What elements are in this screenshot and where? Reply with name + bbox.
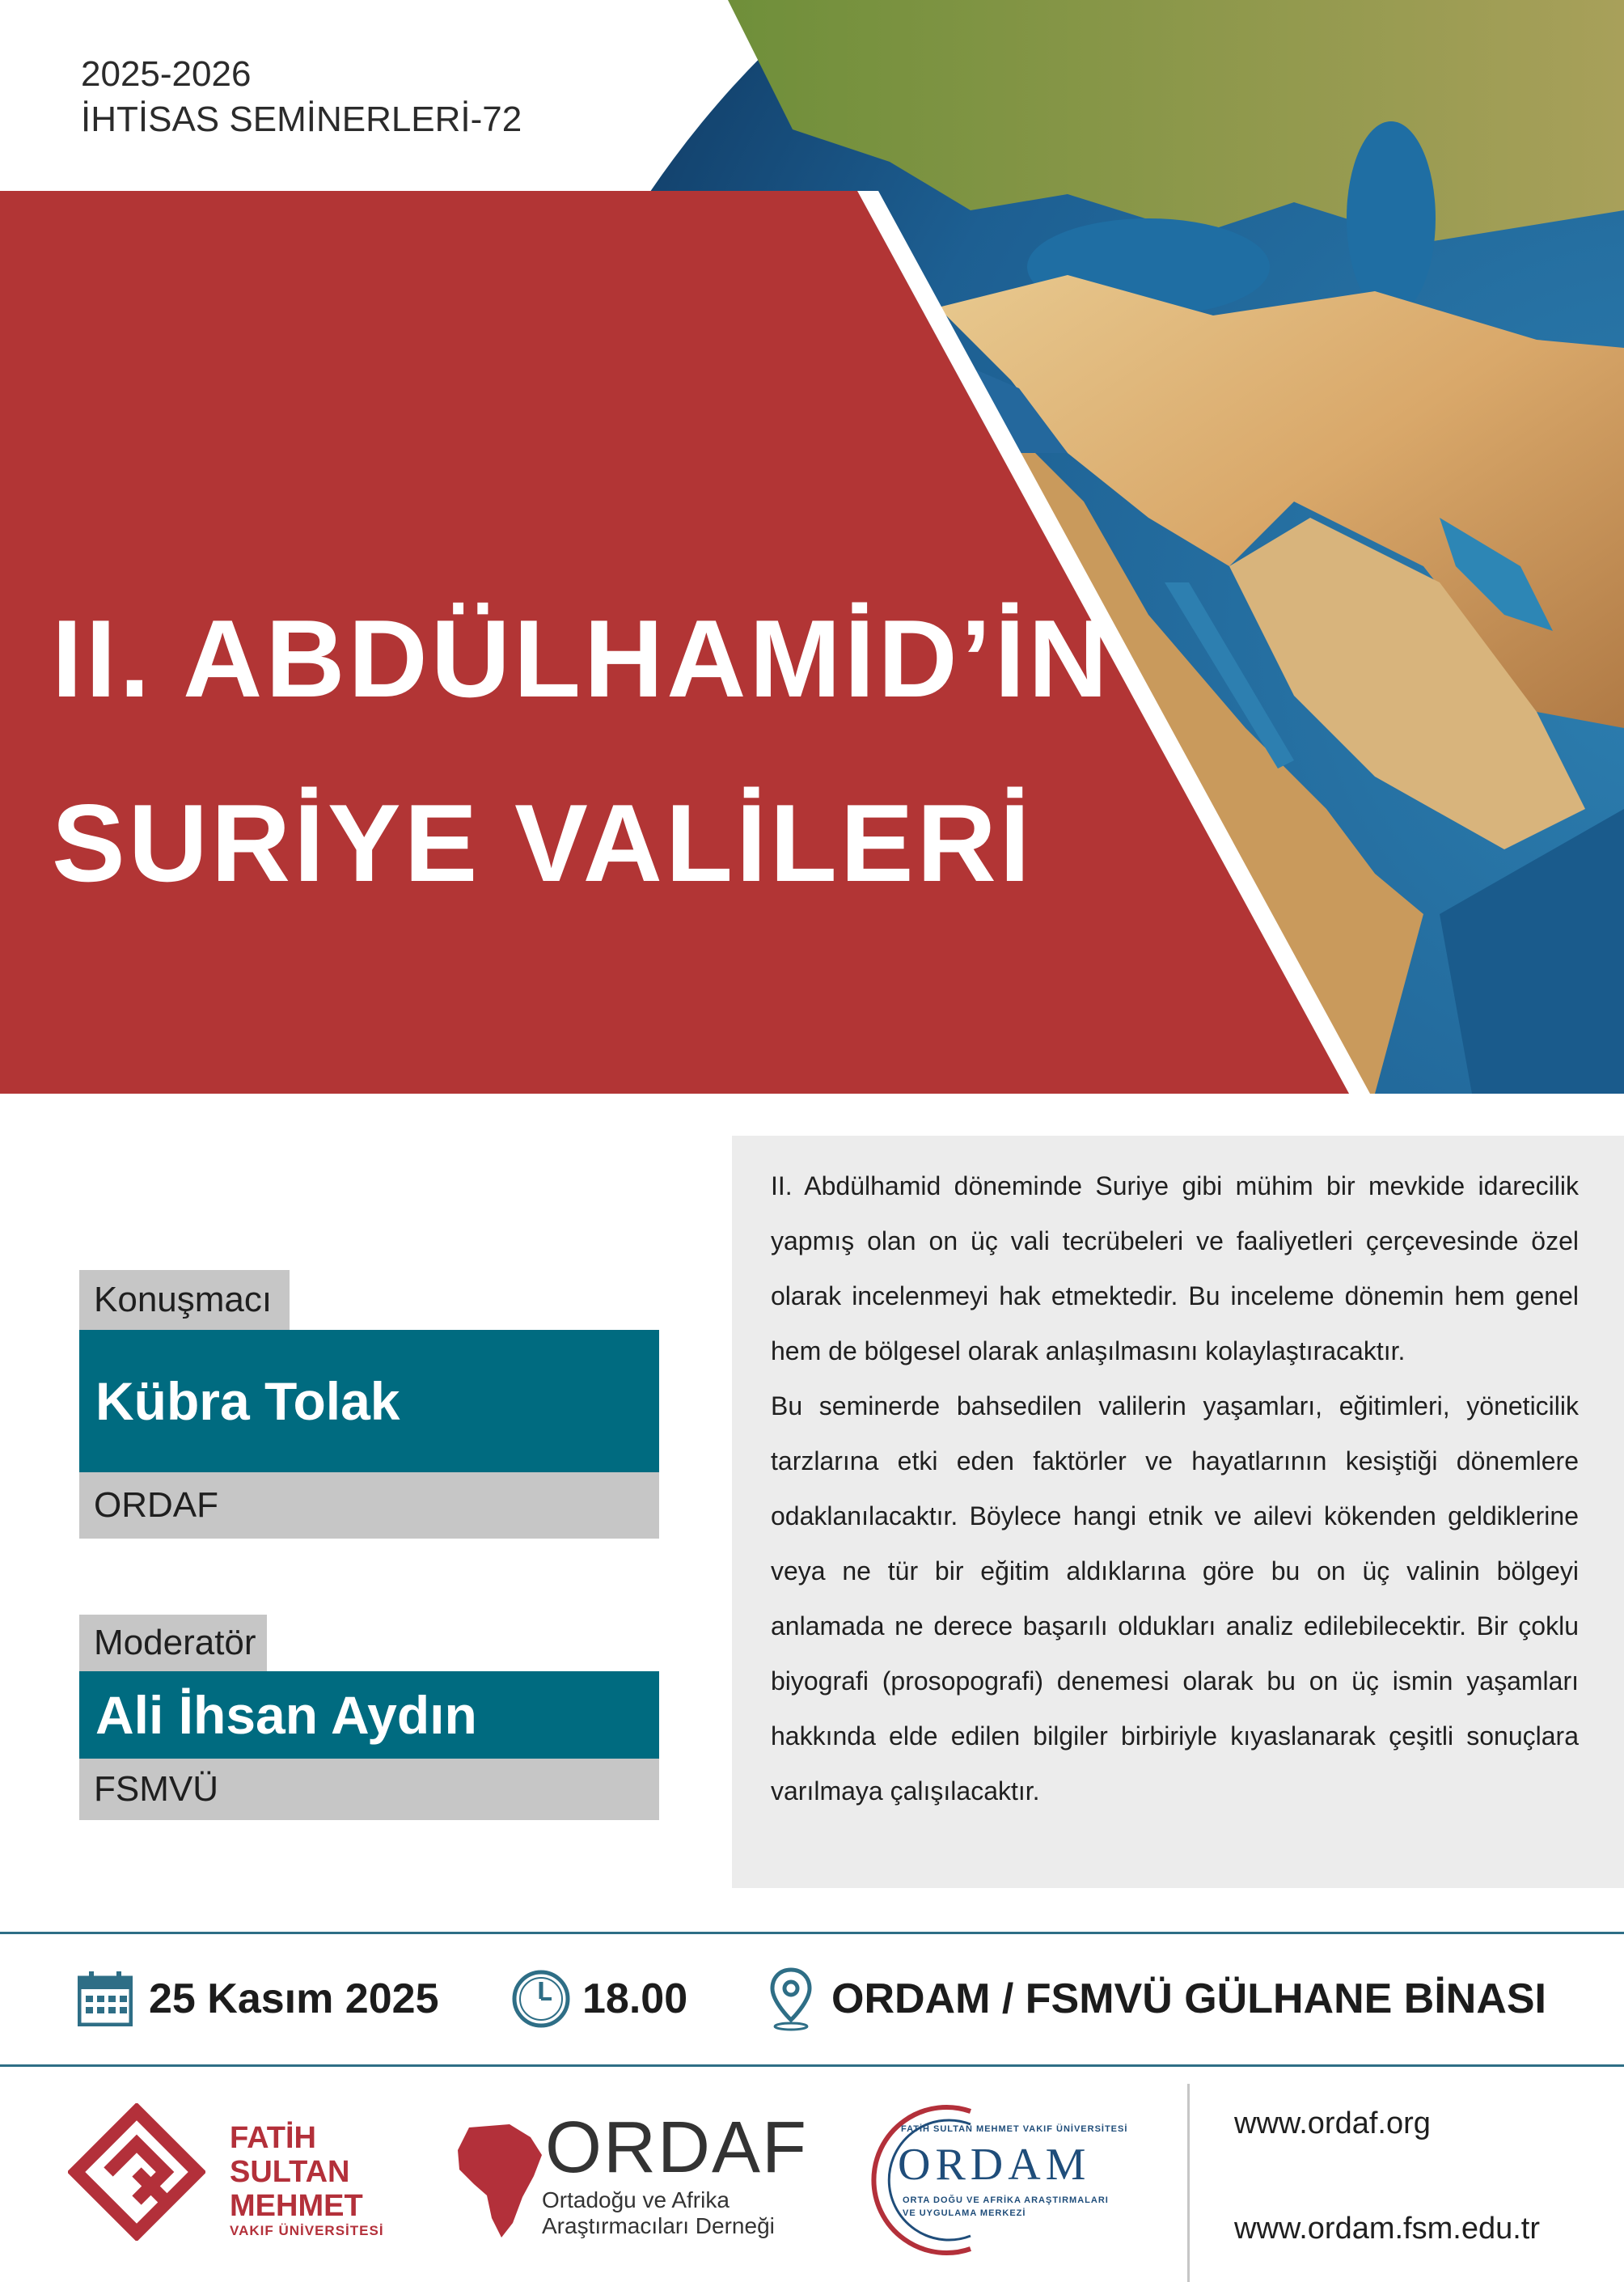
- fsm-line-4: VAKIF ÜNİVERSİTESİ: [230, 2223, 384, 2238]
- divider-top: [0, 1932, 1624, 1934]
- event-location-text: ORDAM / FSMVÜ GÜLHANE BİNASI: [831, 1975, 1546, 2022]
- africa-map-icon: [453, 2119, 550, 2241]
- event-date-text: 25 Kasım 2025: [149, 1975, 439, 2022]
- ordaf-logo: [453, 2103, 808, 2257]
- ordaf-website-link[interactable]: www.ordaf.org: [1234, 2106, 1431, 2140]
- abstract-paragraph-2: Bu seminerde bahsedilen valilerin yaşamları, eğitimleri, yöneticilik tarzlarına etki eden faktörler ve hayatlarının kesiştiği dönemlere odaklanılacaktır. Böylece hangi etnik ve ailevi kökenden geldiklerine veya ne tür bir eğitim aldıklarına göre bu on üç valinin bölgeyi anlamada ne derece başarılı oldukları analiz edilebilecektir. Bir çoklu biyografi (prosopografi) denemesi olarak bu on üç ismin yaşamları hakkında elde edilen bilgiler birbiriyle kıyaslanarak çeşitli sonuçlara varılmaya çalışılacaktır.: [771, 1391, 1579, 1806]
- divider-bottom: [0, 2064, 1624, 2067]
- calendar-icon: [78, 1971, 133, 2026]
- ordam-sub-2: VE UYGULAMA MERKEZİ: [903, 2208, 1026, 2218]
- academic-year: 2025-2026: [81, 54, 252, 94]
- speaker-name: Kübra Tolak: [79, 1330, 659, 1472]
- ordam-sub-1: ORTA DOĞU VE AFRİKA ARAŞTIRMALARI: [903, 2195, 1109, 2205]
- location-pin-icon: [768, 1967, 814, 2031]
- ordam-website-link[interactable]: www.ordam.fsm.edu.tr: [1234, 2212, 1540, 2246]
- ordam-logo: [849, 2103, 1128, 2257]
- moderator-role-tag: Moderatör: [79, 1615, 267, 1671]
- fsm-line-2: SULTAN: [230, 2155, 350, 2189]
- speaker-role-tag: Konuşmacı: [79, 1270, 290, 1330]
- clock-icon: [511, 1969, 571, 2029]
- abstract-panel: [732, 1136, 1624, 1888]
- series-header: [81, 52, 522, 142]
- moderator-name: Ali İhsan Aydın: [79, 1671, 659, 1759]
- abstract-paragraph-1: II. Abdülhamid döneminde Suriye gibi mühim bir mevkide idarecilik yapmış olan on üç vali tecrübeleri ve faaliyetleri çerçevesinde özel olarak incelenmeyi hak etmektedir. Bu inceleme dönemin hem genel hem de bölgesel olarak anlaşılmasını kolaylaştıracaktır.: [771, 1171, 1579, 1365]
- ordaf-sub-1: Ortadoğu ve Afrika: [542, 2187, 730, 2212]
- fsm-line-1: FATİH: [230, 2121, 316, 2155]
- title-line-2: SURİYE VALİLERİ: [52, 781, 1034, 904]
- ordam-top: FATİH SULTAN MEHMET VAKIF ÜNİVERSİTESİ: [901, 2124, 1128, 2134]
- ordam-name: ORDAM: [898, 2140, 1091, 2190]
- seminar-series: İHTİSAS SEMİNERLERİ-72: [81, 99, 522, 139]
- moderator-affiliation: FSMVÜ: [79, 1759, 659, 1820]
- page-title: [52, 566, 1111, 935]
- ordaf-sub-2: Araştırmacıları Derneği: [542, 2213, 775, 2238]
- footer-divider: [1187, 2084, 1190, 2282]
- ordaf-name: ORDAF: [545, 2107, 808, 2188]
- event-time-text: 18.00: [582, 1975, 688, 2022]
- fsm-logo: [68, 2103, 400, 2249]
- event-time: [511, 1964, 687, 2034]
- title-line-1: II. ABDÜLHAMİD’İN: [52, 597, 1111, 720]
- event-date: [78, 1964, 439, 2034]
- speaker-affiliation: ORDAF: [79, 1472, 659, 1539]
- event-location: [768, 1964, 1546, 2034]
- fsm-line-3: MEHMET: [230, 2189, 363, 2223]
- fsm-emblem-icon: [68, 2103, 205, 2241]
- fsm-wordmark: [230, 2121, 384, 2239]
